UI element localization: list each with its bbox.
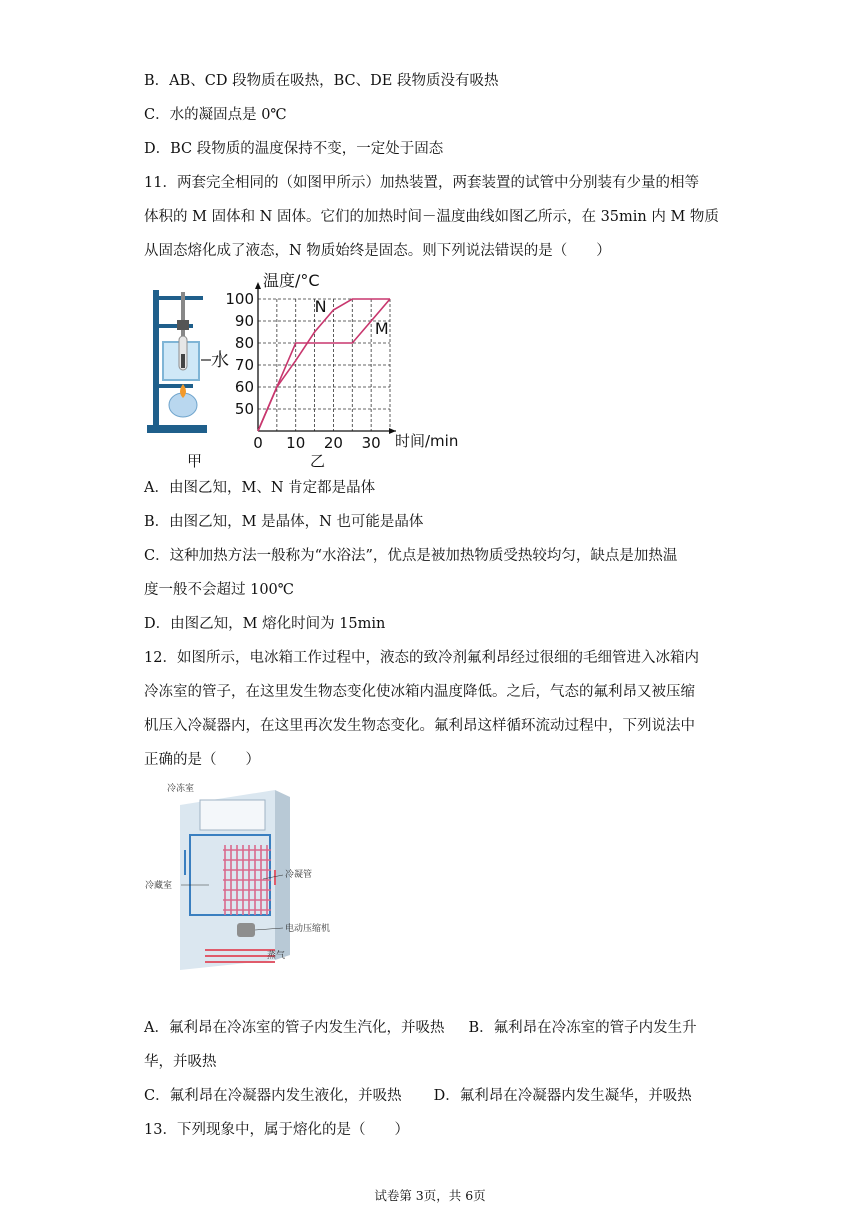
y-tick-label: 100 [225,290,254,308]
y-tick-label: 90 [234,312,254,330]
x-tick-label: 10 [286,434,306,452]
x-tick-label: 20 [323,434,343,452]
q12-options-cd [144,1086,692,1106]
x-tick-label: 30 [361,434,381,452]
q11-stem-1: 11．两套完全相同的（如图甲所示）加热装置，两套装置的试管中分别装有少量的相等 [144,175,699,191]
stand-base [147,425,207,433]
q12-option-d: D．氟利昂在冷凝器内发生凝华，并吸热 [433,1088,692,1104]
refrigerator-figure [145,775,345,975]
x-axis-label: 时间/min [395,432,459,450]
q12-option-b-2: 华，并吸热 [144,1054,217,1070]
q11-option-b: B．由图乙知，M 是晶体，N 也可能是晶体 [144,514,424,530]
x-tick-label: 0 [253,434,263,452]
q11-option-c-2: 度一般不会超过 100℃ [144,582,295,598]
stand-rod [153,290,159,430]
series-label-M: M [374,319,389,339]
q11-option-a: A．由图乙知，M、N 肯定都是晶体 [144,480,376,496]
q11-option-d: D．由图乙知，M 熔化时间为 15min [144,616,386,632]
q12-options-ab [144,1018,697,1038]
figure-jia-caption: 甲 [187,452,203,470]
steam-label: 蒸气 [267,951,286,961]
option-b-prev: B．AB、CD 段物质在吸热，BC、DE 段物质没有吸热 [144,73,499,89]
q12-option-a: A．氟利昂在冷冻室的管子内发生汽化，并吸热 [144,1020,445,1036]
q12-option-b-1: B．氟利昂在冷冻室的管子内发生升 [468,1020,697,1036]
water-label: 水 [211,350,229,371]
option-c-prev: C．水的凝固点是 0℃ [144,107,287,123]
fridge-room-label: 冷藏室 [145,881,173,891]
q11-option-c-1: C．这种加热方法一般称为“水浴法”，优点是被加热物质受热较均匀，缺点是加热温 [144,548,678,564]
q11-stem-3: 从固态熔化成了液态，N 物质始终是固态。则下列说法错误的是（ ） [144,243,611,259]
q12-option-c: C．氟利昂在冷凝器内发生液化，并吸热 [144,1088,402,1104]
page-footer: 试卷第 3页，共 6页 [374,1188,486,1203]
temperature-time-chart [225,270,465,470]
compressor-label: 电动压缩机 [285,924,331,934]
y-tick-label: 80 [234,334,254,352]
compressor [237,923,255,937]
q12-stem-4: 正确的是（ ） [144,752,260,768]
q12-stem-1: 12．如图所示，电冰箱工作过程中，液态的致冷剂氟利昂经过很细的毛细管进入冰箱内 [144,650,699,666]
q12-stem-3: 机压入冷凝器内，在这里再次发生物态变化。氟利昂这样循环流动过程中，下列说法中 [144,718,695,734]
freezer-box [200,800,265,830]
y-axis-arrow [255,282,261,289]
q13-stem: 13．下列现象中，属于熔化的是（ ） [144,1122,409,1138]
figure-yi-caption: 乙 [310,452,326,470]
option-d-prev: D．BC 段物质的温度保持不变，一定处于固态 [144,141,444,157]
y-axis-label: 温度/°C [263,271,320,290]
y-tick-label: 50 [234,400,254,418]
series-label-N: N [314,297,327,317]
freezer-label: 冷冻室 [167,784,195,794]
condenser-label: 冷凝管 [285,870,313,880]
y-tick-label: 60 [234,378,254,396]
q11-stem-2: 体积的 M 固体和 N 固体。它们的加热时间－温度曲线如图乙所示，在 35min 内 M 物质 [144,209,719,225]
q12-stem-2: 冷冻室的管子，在这里发生物态变化使冰箱内温度降低。之后，气态的氟利昂又被压缩 [144,684,695,700]
y-tick-label: 70 [234,356,254,374]
